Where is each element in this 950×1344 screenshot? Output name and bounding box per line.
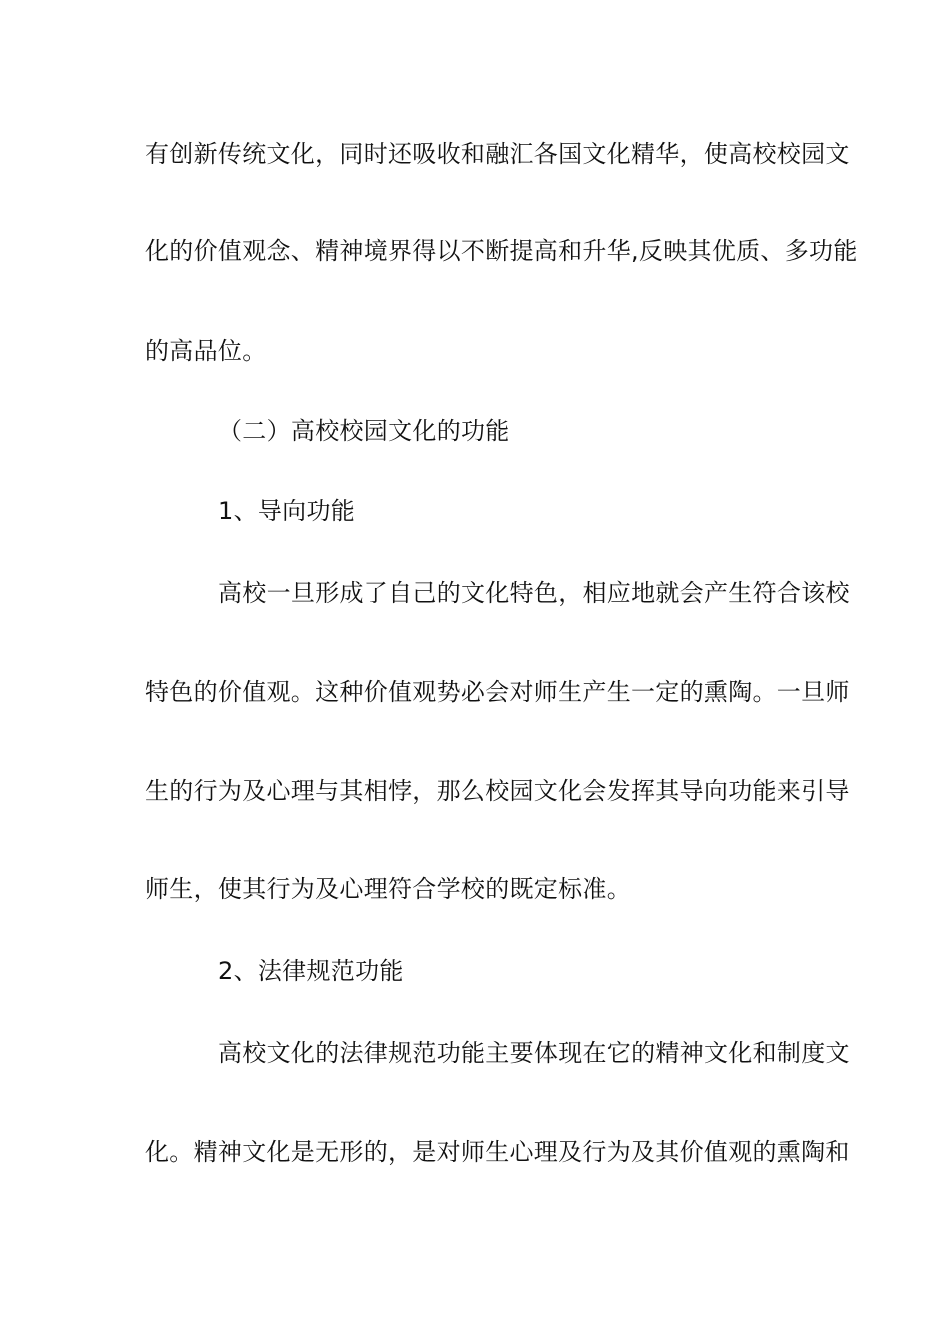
body-text-line: 生的行为及心理与其相悖，那么校园文化会发挥其导向功能来引导: [145, 777, 850, 805]
body-text-line: 高校文化的法律规范功能主要体现在它的精神文化和制度文: [218, 1039, 850, 1067]
body-text-line: 化的价值观念、精神境界得以不断提高和升华,反映其优质、多功能: [145, 237, 858, 265]
body-text-line: 高校一旦形成了自己的文化特色，相应地就会产生符合该校: [218, 579, 850, 607]
body-text-line: 的高品位。: [145, 337, 267, 365]
subsection-heading: 1、导向功能: [218, 497, 356, 525]
body-text-line: 师生，使其行为及心理符合学校的既定标准。: [145, 875, 631, 903]
body-text-line: 有创新传统文化，同时还吸收和融汇各国文化精华，使高校校园文: [145, 140, 850, 168]
subsection-heading: 2、法律规范功能: [218, 957, 404, 985]
body-text-line: 特色的价值观。这种价值观势必会对师生产生一定的熏陶。一旦师: [145, 678, 850, 706]
section-heading: （二）高校校园文化的功能: [218, 417, 510, 445]
body-text-line: 化。精神文化是无形的，是对师生心理及行为及其价值观的熏陶和: [145, 1138, 850, 1166]
